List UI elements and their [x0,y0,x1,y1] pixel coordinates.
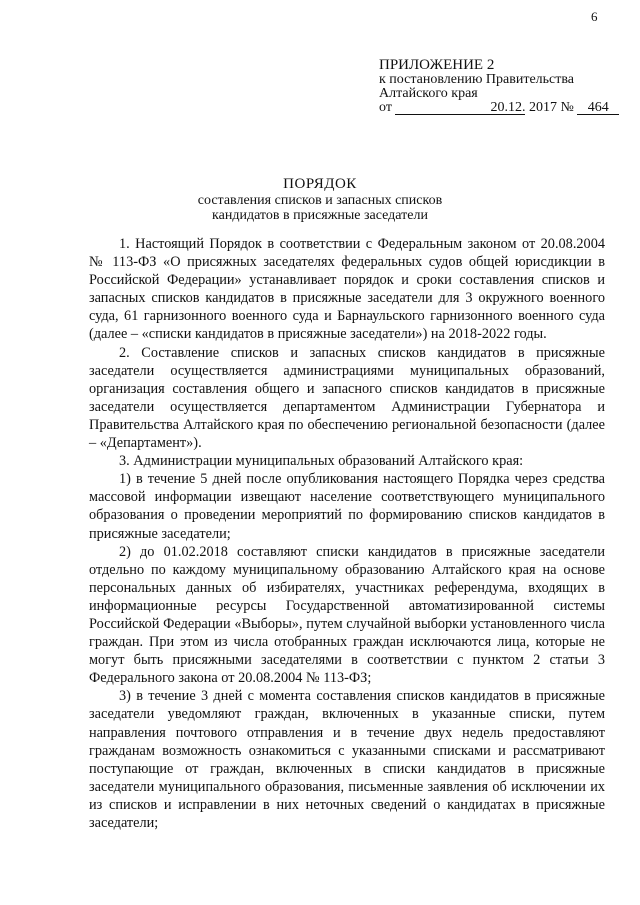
appendix-block [379,57,619,115]
document-subtitle-line-1: составления списков и запасных списков [197,193,443,208]
page-number: 6 [591,9,598,24]
document-title: ПОРЯДОК [283,176,357,192]
paragraph-2: 2. Составление списков и запасных списков кандидатов в присяжные заседатели осуществляется администрациями муниципальных образований, организация составления общего и запасного списков кандидатов в присяжные заседатели осуществляется департаментом Администрации Губернатора и Правительства Алтайского края по обеспечению региональной безопасности (далее – «Департамент»). [89,344,605,452]
paragraph-3-item-1: 1) в течение 5 дней после опубликования настоящего Порядка через средства массовой информации извещают население соответствующего муниципального образования о проведении мероприятий по формированию списков кандидатов в присяжные заседатели; [89,471,605,542]
appendix-number: 464 [577,101,619,115]
paragraph-3-item-2: 2) до 01.02.2018 составляют списки кандидатов в присяжные заседатели отдельно по каждому муниципальному образованию Алтайского края на основе персональных данных об избирателях, участниках референдума, входящих в информационные ресурсы Государственной автоматизированной системы Российской Федерации «Выборы», путем случайной выборки установленного числа граждан. При этом из числа отобранных граждан исключаются лица, которые не могут быть присяжными заседателями в соответствии с пунктом 2 статьи 3 Федерального закона от 20.08.2004 № 113-ФЗ; [89,543,605,687]
appendix-prefix: от [379,100,392,115]
document-subtitle-line-2: кандидатов в присяжные заседатели [212,208,428,223]
appendix-title: ПРИЛОЖЕНИЕ 2 [379,57,495,73]
appendix-line-1: к постановлению Правительства [379,72,575,87]
appendix-line-2: Алтайского края [379,86,478,101]
paragraph-3-item-3: 3) в течение 3 дней с момента составления списков кандидатов в присяжные заседатели уведомляют граждан, включенных в указанные списки, путем направления почтового отправления и в течение двух недель предоставляют гражданам возможность ознакомиться с указанными списками и рассматривают поступающие от граждан, включенных в списки кандидатов в присяжные заседатели муниципального образования, письменные заявления об исключении их из списков и исправлении в них неточных сведений о кандидатах в присяжные заседатели; [89,688,605,831]
paragraph-3: 3. Администрации муниципальных образований Алтайского края: [119,453,524,470]
paragraph-1: 1. Настоящий Порядок в соответствии с Федеральным законом от 20.08.2004 № 113-ФЗ «О присяжных заседателях федеральных судов общей юрисдикции в Российской Федерации» устанавливает порядок и сроки составления списков и запасных списков кандидатов в присяжные заседатели для 3 окружного военного суда, 61 гарнизонного военного суда и Барнаульского гарнизонного военного суда (далее – «списки кандидатов в присяжные заседатели») на 2018-2022 годы. [89,236,605,343]
appendix-date-line [379,101,619,115]
appendix-date: 20.12. [395,101,525,115]
document-body [89,235,605,832]
appendix-year: 2017 № [528,100,574,115]
